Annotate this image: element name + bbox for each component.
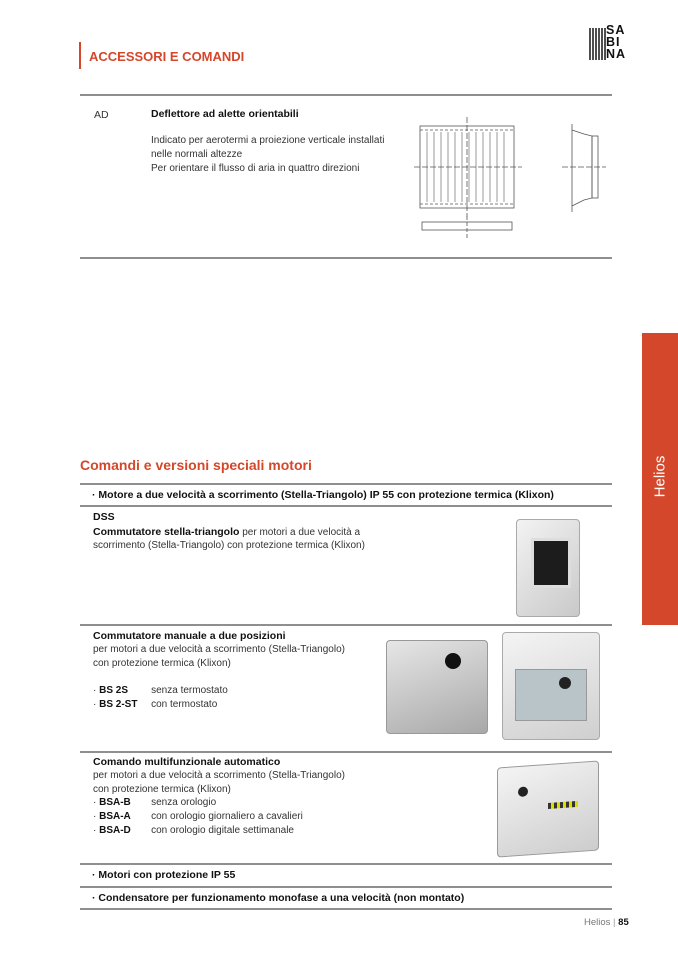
footer: Helios | 85: [584, 917, 629, 928]
accessory-line: Indicato per aerotermi a proiezione verticale installati: [151, 135, 385, 146]
model-desc: senza orologio: [151, 797, 217, 808]
accessory-line: Per orientare il flusso di aria in quattro direzioni: [151, 163, 360, 174]
sabiana-logo: SA BI NA: [588, 24, 648, 64]
model-code: BS 2S: [99, 685, 129, 696]
manual-switch-line: con protezione termica (Klixon): [93, 658, 231, 669]
auto-control-title: Comando multifunzionale automatico: [93, 756, 281, 768]
page-number: 85: [618, 917, 629, 928]
divider: [80, 257, 612, 259]
dss-text: scorrimento (Stella-Triangolo) con protezione termica (Klixon): [93, 540, 365, 551]
model-code: BSA-A: [99, 811, 131, 822]
page-title: ACCESSORI E COMANDI: [89, 49, 245, 64]
auto-control-line: per motori a due velocità a scorrimento (Stella-Triangolo): [93, 770, 345, 781]
dss-title: Commutatore stella-triangolo: [93, 526, 240, 538]
dss-text: per motori a due velocità a: [239, 527, 361, 538]
motor-option-bullet: · Motore a due velocità a scorrimento (Stella-Triangolo) IP 55 con protezione termica (Klixon): [92, 489, 554, 501]
model-desc: con orologio digitale settimanale: [151, 825, 294, 836]
section-title: Comandi e versioni speciali motori: [80, 457, 312, 473]
motor-option-text: Motore a due velocità a scorrimento (Stella-Triangolo) IP 55 con protezione termica (Klixon): [98, 489, 554, 501]
manual-switch-line: per motori a due velocità a scorrimento (Stella-Triangolo): [93, 644, 345, 655]
model-desc: con orologio giornaliero a cavalieri: [151, 811, 303, 822]
manual-switch-thermostat-image: [502, 632, 600, 740]
model-item: · BS 2-ST con termostato: [93, 699, 218, 710]
divider: [80, 483, 612, 485]
model-item: · BSA-A con orologio giornaliero a cavalieri: [93, 811, 303, 822]
divider: [80, 863, 612, 865]
side-tab-helios[interactable]: [642, 333, 678, 625]
divider: [80, 751, 612, 753]
auto-control-line: con protezione termica (Klixon): [93, 784, 231, 795]
model-desc: con termostato: [151, 699, 218, 710]
divider: [80, 908, 612, 910]
model-code: BSA-B: [99, 797, 131, 808]
model-item: · BS 2S senza termostato: [93, 685, 228, 696]
auto-control-image: [497, 760, 599, 857]
capacitor-text: Condensatore per funzionamento monofase a una velocità (non montato): [98, 892, 465, 904]
capacitor-bullet: · Condensatore per funzionamento monofase a una velocità (non montato): [92, 892, 465, 904]
manual-switch-image: [386, 640, 488, 734]
divider: [80, 505, 612, 507]
divider: [80, 624, 612, 626]
model-item: · BSA-B senza orologio: [93, 797, 217, 808]
model-desc: senza termostato: [151, 685, 228, 696]
deflector-drawing: [412, 112, 612, 247]
model-code: BS 2-ST: [99, 699, 138, 710]
ip55-text: Motori con protezione IP 55: [98, 869, 236, 881]
manual-switch-title: Commutatore manuale a due posizioni: [93, 630, 286, 642]
header-accent-bar: [79, 42, 81, 69]
dss-description: [93, 525, 360, 540]
side-tab-label: Helios: [651, 455, 669, 498]
divider: [80, 886, 612, 888]
dss-code: DSS: [93, 511, 115, 523]
model-item: · BSA-D con orologio digitale settimanale: [93, 825, 294, 836]
accessory-line: nelle normali altezze: [151, 149, 243, 160]
accessory-code: AD: [94, 109, 109, 121]
model-code: BSA-D: [99, 825, 131, 836]
footer-section: Helios: [584, 917, 611, 928]
accessory-title: Deflettore ad alette orientabili: [151, 108, 299, 120]
divider: [80, 94, 612, 96]
dss-switch-image: [516, 519, 580, 617]
ip55-bullet: · Motori con protezione IP 55: [92, 869, 236, 881]
